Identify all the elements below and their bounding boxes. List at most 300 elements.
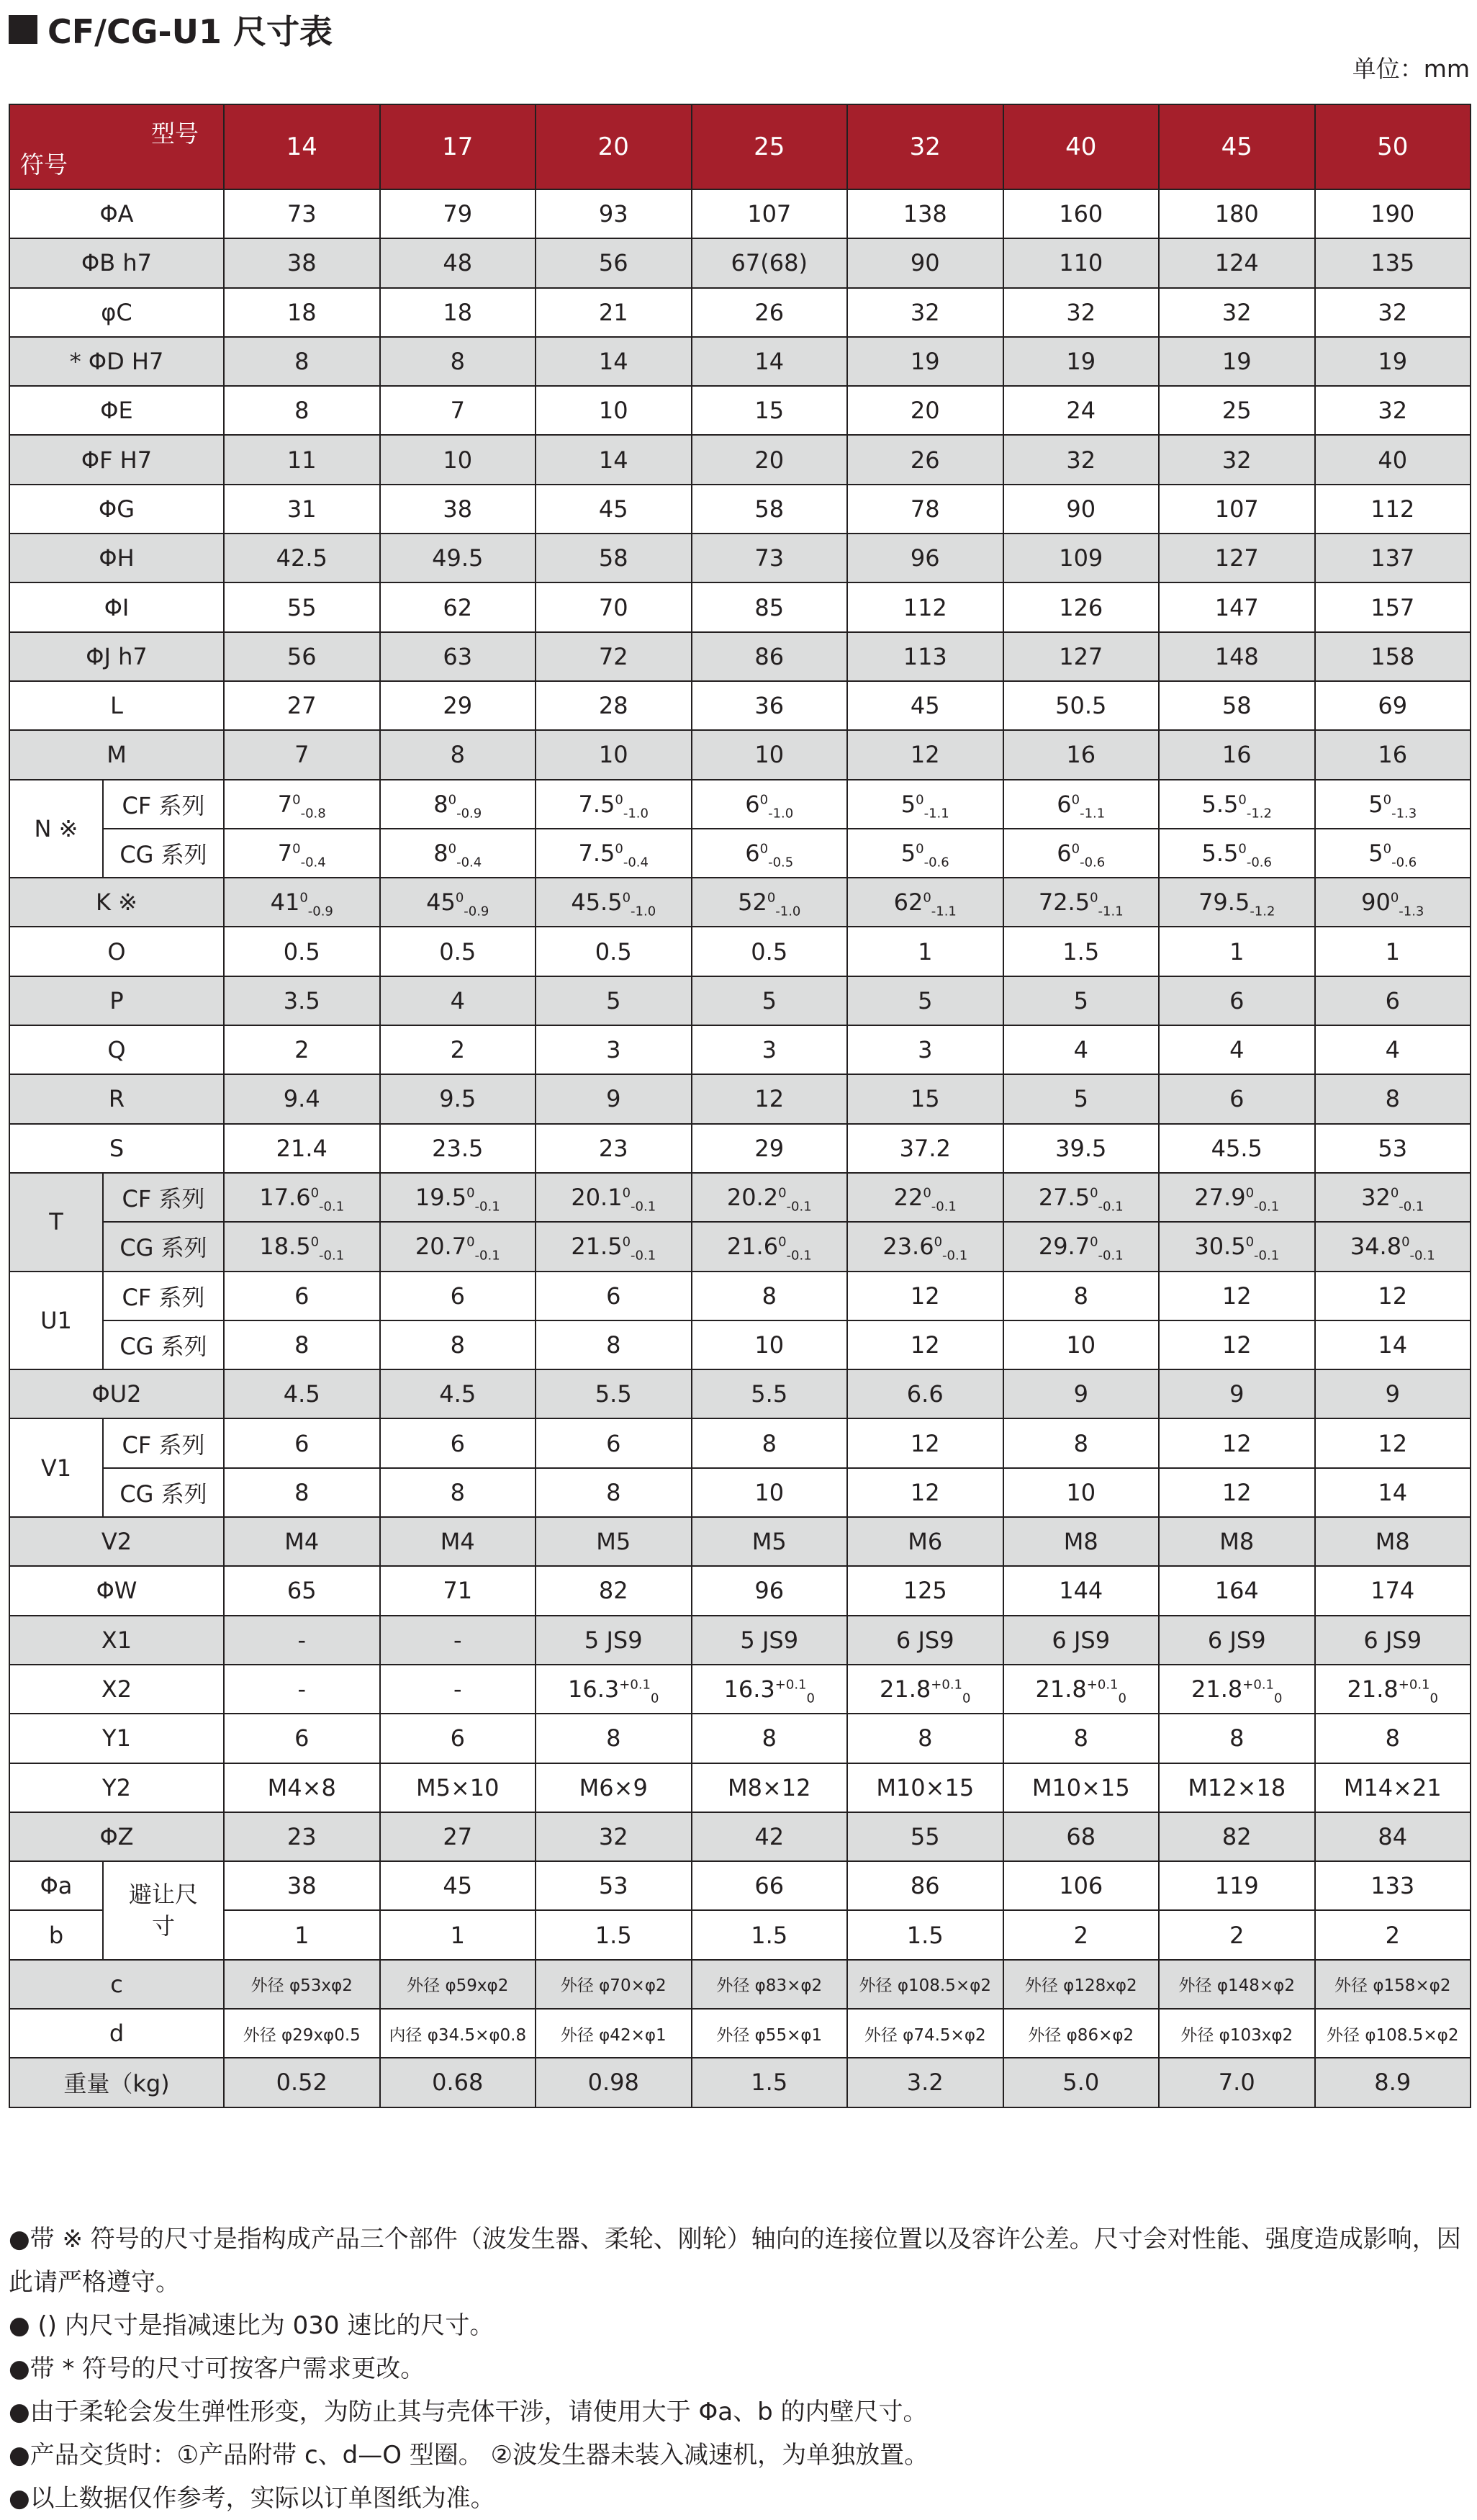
value-base: 27.9 xyxy=(1194,1184,1246,1212)
row-phib xyxy=(9,238,1471,287)
symbol-cell: R xyxy=(9,1074,224,1123)
symbol-cell: φC xyxy=(9,288,224,337)
value-cell: 49.5 xyxy=(380,534,536,582)
value-cell: - xyxy=(380,1665,536,1714)
value-base: 8 xyxy=(433,790,448,818)
value-cell: 0.5 xyxy=(224,927,380,976)
value-cell: M4×8 xyxy=(224,1763,380,1812)
value-cell: 8 xyxy=(1003,1714,1160,1763)
value-cell: 70 xyxy=(536,582,692,631)
value-cell: 55 xyxy=(847,1812,1003,1861)
symbol-cell: ΦF H7 xyxy=(9,435,224,484)
series-cell: CG 系列 xyxy=(103,1320,224,1369)
row-phia xyxy=(9,1861,1471,1910)
value-cell xyxy=(536,829,692,878)
row-n-cg xyxy=(9,829,1471,878)
value-cell xyxy=(1003,1222,1160,1271)
value-cell: 1 xyxy=(847,927,1003,976)
value-cell: 8 xyxy=(380,1320,536,1369)
value-cell: 3.5 xyxy=(224,976,380,1025)
value-cell: 127 xyxy=(1159,534,1315,582)
value-cell: 14 xyxy=(1315,1320,1471,1369)
value-cell: 73 xyxy=(224,189,380,238)
row-phiu2 xyxy=(9,1369,1471,1418)
symbol-cell: V1 xyxy=(9,1418,103,1517)
symbol-cell: U1 xyxy=(9,1272,103,1370)
value-cell: 7 xyxy=(224,730,380,779)
row-phiz xyxy=(9,1812,1471,1861)
value-cell: 6 xyxy=(224,1418,380,1467)
value-cell: 20 xyxy=(692,435,848,484)
value-cell: 6 xyxy=(1159,976,1315,1025)
value-cell: 40 xyxy=(1315,435,1471,484)
value-cell xyxy=(1315,1665,1471,1714)
value-cell xyxy=(536,878,692,927)
row-phiw xyxy=(9,1566,1471,1615)
value-cell: 3 xyxy=(847,1025,1003,1074)
row-v1-cf xyxy=(9,1418,1471,1467)
upper-tolerance: 0 xyxy=(923,890,931,906)
lower-tolerance: -0.8 xyxy=(300,806,326,822)
value-base: 45 xyxy=(426,888,456,917)
symbol-cell: K ※ xyxy=(9,878,224,927)
value-cell: 外径 φ86×φ2 xyxy=(1003,2009,1160,2058)
value-cell: 9 xyxy=(1315,1369,1471,1418)
upper-tolerance: 0 xyxy=(767,890,776,906)
value-cell: 45 xyxy=(380,1861,536,1910)
value-cell: 0.5 xyxy=(692,927,848,976)
value-cell xyxy=(1315,1173,1471,1222)
row-k xyxy=(9,878,1471,927)
value-cell: 29 xyxy=(380,681,536,730)
upper-tolerance: 0 xyxy=(778,1185,787,1201)
lower-tolerance: -1.3 xyxy=(1391,806,1417,822)
value-cell: 6 xyxy=(536,1272,692,1320)
value-cell: 10 xyxy=(692,730,848,779)
value-cell: 6.6 xyxy=(847,1369,1003,1418)
value-cell: 69 xyxy=(1315,681,1471,730)
value-base: 20.1 xyxy=(571,1184,623,1212)
symbol-cell: Y1 xyxy=(9,1714,224,1763)
value-cell: 8 xyxy=(692,1714,848,1763)
row-x1 xyxy=(9,1616,1471,1665)
upper-tolerance: 0 xyxy=(1390,890,1399,906)
value-base: 16.3 xyxy=(723,1675,775,1704)
value-cell: 5 xyxy=(536,976,692,1025)
value-cell xyxy=(536,780,692,829)
lower-tolerance: -1.1 xyxy=(923,806,949,822)
value-cell xyxy=(1159,829,1315,878)
value-cell: 32 xyxy=(536,1812,692,1861)
lower-tolerance: -1.2 xyxy=(1246,806,1272,822)
lower-tolerance: -0.1 xyxy=(786,1248,812,1264)
value-cell xyxy=(847,1173,1003,1222)
value-cell: 6 JS9 xyxy=(1159,1616,1315,1665)
value-cell: 8 xyxy=(1315,1714,1471,1763)
value-cell: 1.5 xyxy=(692,1910,848,1959)
upper-tolerance: 0 xyxy=(455,890,464,906)
lower-tolerance: -0.1 xyxy=(786,1199,812,1215)
value-cell: 2 xyxy=(380,1025,536,1074)
lower-tolerance: -0.1 xyxy=(1254,1248,1280,1264)
upper-tolerance: +0.1 xyxy=(1242,1677,1274,1693)
value-cell: 78 xyxy=(847,485,1003,534)
value-cell: 106 xyxy=(1003,1861,1160,1910)
row-b xyxy=(9,1910,1471,1959)
note: ●由于柔轮会发生弹性形变，为防止其与壳体干涉，请使用大于 Φa、b 的内壁尺寸。 xyxy=(9,2398,928,2426)
value-cell: 62 xyxy=(380,582,536,631)
lower-tolerance: -0.4 xyxy=(456,855,482,870)
value-cell: 6 JS9 xyxy=(847,1616,1003,1665)
row-d xyxy=(9,2009,1471,2058)
upper-tolerance: 0 xyxy=(759,841,769,857)
value-base: 19.5 xyxy=(415,1184,467,1212)
value-cell: 174 xyxy=(1315,1566,1471,1615)
value-cell: 14 xyxy=(536,435,692,484)
value-cell: 5.5 xyxy=(692,1369,848,1418)
value-cell: 67(68) xyxy=(692,238,848,287)
lower-tolerance: -1.0 xyxy=(631,904,656,919)
value-base: 21.8 xyxy=(1347,1675,1399,1704)
value-cell: 113 xyxy=(847,632,1003,681)
value-cell: 27 xyxy=(224,681,380,730)
value-cell: 109 xyxy=(1003,534,1160,582)
symbol-cell: V2 xyxy=(9,1517,224,1566)
value-cell: 160 xyxy=(1003,189,1160,238)
value-base: 7.5 xyxy=(578,840,615,867)
symbol-cell: ΦW xyxy=(9,1566,224,1615)
value-cell: 1.5 xyxy=(847,1910,1003,1959)
row-n-cf xyxy=(9,780,1471,829)
value-base: 32 xyxy=(1361,1184,1391,1212)
lower-tolerance: -1.1 xyxy=(1080,806,1106,822)
value-cell: 9.4 xyxy=(224,1074,380,1123)
size-header: 50 xyxy=(1315,104,1471,189)
value-cell: 19 xyxy=(1315,337,1471,386)
value-cell: 外径 φ158×φ2 xyxy=(1315,1960,1471,2009)
value-cell: 32 xyxy=(1003,288,1160,337)
lower-tolerance: -1.0 xyxy=(768,806,794,822)
value-cell: 8 xyxy=(536,1320,692,1369)
value-base: 5.5 xyxy=(1201,790,1239,818)
value-cell: 36 xyxy=(692,681,848,730)
value-base: 6 xyxy=(745,840,760,867)
value-cell: 144 xyxy=(1003,1566,1160,1615)
value-cell xyxy=(692,1665,848,1714)
note: ●以上数据仅作参考，实际以订单图纸为准。 xyxy=(9,2484,495,2513)
symbol-cell: Φa xyxy=(9,1861,103,1910)
value-base: 7 xyxy=(277,790,293,818)
value-cell xyxy=(1003,829,1160,878)
value-cell: 0.68 xyxy=(380,2058,536,2107)
lower-tolerance: -0.1 xyxy=(319,1248,345,1264)
symbol-cell: ΦE xyxy=(9,386,224,435)
value-cell: 148 xyxy=(1159,632,1315,681)
value-cell: 0.5 xyxy=(380,927,536,976)
symbol-cell: X1 xyxy=(9,1616,224,1665)
upper-tolerance: 0 xyxy=(934,1234,943,1250)
value-cell xyxy=(692,829,848,878)
symbol-cell: O xyxy=(9,927,224,976)
value-cell: 50.5 xyxy=(1003,681,1160,730)
value-base: 6 xyxy=(745,790,760,818)
series-cell: CF 系列 xyxy=(103,1173,224,1222)
value-cell: 31 xyxy=(224,485,380,534)
value-base: 29.7 xyxy=(1038,1233,1090,1261)
symbol-cell: L xyxy=(9,681,224,730)
lower-tolerance: -0.6 xyxy=(923,855,949,870)
symbol-cell: ΦG xyxy=(9,485,224,534)
row-y1 xyxy=(9,1714,1471,1763)
value-cell xyxy=(847,1222,1003,1271)
value-cell: 38 xyxy=(380,485,536,534)
value-cell: 48 xyxy=(380,238,536,287)
row-phid xyxy=(9,337,1471,386)
value-cell: 96 xyxy=(847,534,1003,582)
value-cell: 29 xyxy=(692,1124,848,1173)
value-cell xyxy=(847,1665,1003,1714)
value-cell: 93 xyxy=(536,189,692,238)
value-cell: 2 xyxy=(1003,1910,1160,1959)
value-cell: 6 xyxy=(380,1714,536,1763)
row-weight xyxy=(9,2058,1471,2107)
value-cell: M4 xyxy=(224,1517,380,1566)
upper-tolerance: +0.1 xyxy=(1398,1677,1430,1693)
symbol-label: 符号 xyxy=(20,150,68,179)
size-header: 25 xyxy=(692,104,848,189)
value-cell: 86 xyxy=(692,632,848,681)
symbol-cell: ΦJ h7 xyxy=(9,632,224,681)
row-t-cf xyxy=(9,1173,1471,1222)
value-cell xyxy=(1315,1222,1471,1271)
lower-tolerance: -0.1 xyxy=(1098,1248,1124,1264)
upper-tolerance: 0 xyxy=(1090,1185,1098,1201)
value-cell xyxy=(1315,829,1471,878)
value-cell: 53 xyxy=(1315,1124,1471,1173)
value-base: 5 xyxy=(900,790,916,818)
row-phij xyxy=(9,632,1471,681)
value-base: 90 xyxy=(1361,888,1391,917)
value-cell: 58 xyxy=(692,485,848,534)
value-cell: M6×9 xyxy=(536,1763,692,1812)
value-cell: 3 xyxy=(536,1025,692,1074)
series-cell: CF 系列 xyxy=(103,1272,224,1320)
upper-tolerance: 0 xyxy=(615,792,623,808)
value-cell: 外径 φ128xφ2 xyxy=(1003,1960,1160,2009)
unit-label: 单位：mm xyxy=(1352,55,1470,83)
lower-tolerance: -0.1 xyxy=(942,1248,968,1264)
value-cell: 24 xyxy=(1003,386,1160,435)
row-y2 xyxy=(9,1763,1471,1812)
row-o xyxy=(9,927,1471,976)
value-cell: - xyxy=(224,1616,380,1665)
value-cell xyxy=(1003,1665,1160,1714)
value-cell: 26 xyxy=(847,435,1003,484)
value-base: 7.5 xyxy=(578,790,615,818)
value-cell: 90 xyxy=(1003,485,1160,534)
value-cell: 1 xyxy=(1315,927,1471,976)
upper-tolerance: 0 xyxy=(778,1234,787,1250)
lower-tolerance: -0.9 xyxy=(307,904,333,919)
lower-tolerance: -0.1 xyxy=(1399,1199,1424,1215)
series-cell: CG 系列 xyxy=(103,1468,224,1517)
value-cell: 4 xyxy=(1315,1025,1471,1074)
value-cell: 6 JS9 xyxy=(1315,1616,1471,1665)
value-base: 20.2 xyxy=(726,1184,779,1212)
value-cell: 4.5 xyxy=(380,1369,536,1418)
value-cell: 56 xyxy=(224,632,380,681)
value-cell: 1 xyxy=(224,1910,380,1959)
upper-tolerance: 0 xyxy=(1238,792,1247,808)
series-cell: CG 系列 xyxy=(103,829,224,878)
value-cell: 9 xyxy=(1159,1369,1315,1418)
upper-tolerance: 0 xyxy=(1090,1234,1098,1250)
value-cell xyxy=(1003,1173,1160,1222)
value-cell: 32 xyxy=(1315,386,1471,435)
value-base: 6 xyxy=(1057,790,1072,818)
value-base: 21.8 xyxy=(880,1675,931,1704)
upper-tolerance: 0 xyxy=(622,1234,631,1250)
value-cell: 138 xyxy=(847,189,1003,238)
upper-tolerance: 0 xyxy=(466,1234,475,1250)
row-u1-cf xyxy=(9,1272,1471,1320)
value-cell: 16 xyxy=(1159,730,1315,779)
value-cell: 42 xyxy=(692,1812,848,1861)
lower-tolerance: 0 xyxy=(651,1691,659,1706)
symbol-cell: 重量（kg) xyxy=(9,2058,224,2107)
row-phif xyxy=(9,435,1471,484)
note: ●产品交货时：①产品附带 c、d—O 型圈。 ②波发生器未装入减速机，为单独放置。 xyxy=(9,2441,929,2470)
value-cell xyxy=(1315,878,1471,927)
value-cell xyxy=(380,829,536,878)
upper-tolerance: 0 xyxy=(1238,841,1247,857)
upper-tolerance: 0 xyxy=(1090,890,1098,906)
value-cell: 0.5 xyxy=(536,927,692,976)
row-p xyxy=(9,976,1471,1025)
value-cell xyxy=(1159,1222,1315,1271)
value-cell: M8 xyxy=(1003,1517,1160,1566)
value-cell: 外径 φ108.5×φ2 xyxy=(847,1960,1003,2009)
value-cell: 5 xyxy=(1003,976,1160,1025)
upper-tolerance: +0.1 xyxy=(1086,1677,1119,1693)
value-cell: 26 xyxy=(692,288,848,337)
value-base: 45.5 xyxy=(571,888,623,917)
value-cell: 53 xyxy=(536,1861,692,1910)
upper-tolerance: 0 xyxy=(916,841,924,857)
value-cell: 0.52 xyxy=(224,2058,380,2107)
value-cell: 外径 φ108.5×φ2 xyxy=(1315,2009,1471,2058)
value-cell: 8 xyxy=(1159,1714,1315,1763)
value-base: 8 xyxy=(433,840,448,867)
value-base: 7 xyxy=(277,840,293,867)
value-cell: 9 xyxy=(536,1074,692,1123)
value-cell: 3 xyxy=(692,1025,848,1074)
value-base: 21.8 xyxy=(1191,1675,1243,1704)
value-cell: 8 xyxy=(380,730,536,779)
title-block xyxy=(9,7,333,52)
value-base: 17.6 xyxy=(259,1184,311,1212)
symbol-cell: d xyxy=(9,2009,224,2058)
value-cell: 72 xyxy=(536,632,692,681)
value-cell: 12 xyxy=(847,1418,1003,1467)
value-cell: 12 xyxy=(847,730,1003,779)
value-cell: 158 xyxy=(1315,632,1471,681)
value-cell: 19 xyxy=(1003,337,1160,386)
value-cell: 107 xyxy=(692,189,848,238)
value-cell: 5.0 xyxy=(1003,2058,1160,2107)
value-cell: 6 xyxy=(536,1418,692,1467)
value-cell: 8 xyxy=(536,1714,692,1763)
value-cell: 6 xyxy=(1315,976,1471,1025)
value-cell xyxy=(224,1222,380,1271)
value-cell: 38 xyxy=(224,1861,380,1910)
value-cell: 32 xyxy=(1003,435,1160,484)
value-base: 72.5 xyxy=(1038,888,1090,917)
upper-tolerance: 0 xyxy=(466,1185,475,1201)
page-title: CF/CG-U1 尺寸表 xyxy=(48,12,333,51)
value-cell: 1.5 xyxy=(1003,927,1160,976)
note: ● () 内尺寸是指减速比为 030 速比的尺寸。 xyxy=(9,2311,494,2340)
note: ●带 * 符号的尺寸可按客户需求更改。 xyxy=(9,2354,425,2383)
value-cell: M4 xyxy=(380,1517,536,1566)
symbol-cell: ΦH xyxy=(9,534,224,582)
value-cell: - xyxy=(224,1665,380,1714)
lower-tolerance: -1.1 xyxy=(931,904,957,919)
value-cell: 107 xyxy=(1159,485,1315,534)
lower-tolerance: -0.4 xyxy=(300,855,326,870)
value-cell: 42.5 xyxy=(224,534,380,582)
value-base: 5 xyxy=(900,840,916,867)
value-cell xyxy=(536,1222,692,1271)
row-r xyxy=(9,1074,1471,1123)
lower-tolerance: 0 xyxy=(962,1691,971,1706)
lower-tolerance: 0 xyxy=(1429,1691,1438,1706)
value-cell xyxy=(380,1173,536,1222)
value-cell: 4 xyxy=(1003,1025,1160,1074)
value-cell: 73 xyxy=(692,534,848,582)
value-cell: 5 xyxy=(1003,1074,1160,1123)
value-cell: 外径 φ103xφ2 xyxy=(1159,2009,1315,2058)
upper-tolerance: 0 xyxy=(1071,841,1080,857)
value-cell: 3.2 xyxy=(847,2058,1003,2107)
value-cell: 7 xyxy=(380,386,536,435)
value-cell: 55 xyxy=(224,582,380,631)
value-cell xyxy=(1315,780,1471,829)
value-cell: 11 xyxy=(224,435,380,484)
value-cell: M10×15 xyxy=(847,1763,1003,1812)
value-cell: 20 xyxy=(847,386,1003,435)
value-cell: 4.5 xyxy=(224,1369,380,1418)
value-cell: 7.0 xyxy=(1159,2058,1315,2107)
lower-tolerance: -0.1 xyxy=(1254,1199,1280,1215)
value-cell: 32 xyxy=(1159,435,1315,484)
lower-tolerance: -0.1 xyxy=(1098,1199,1124,1215)
value-cell: 5 xyxy=(847,976,1003,1025)
value-cell xyxy=(847,780,1003,829)
value-cell: 外径 φ83×φ2 xyxy=(692,1960,848,2009)
lower-tolerance: -0.1 xyxy=(631,1199,656,1215)
series-cell: CG 系列 xyxy=(103,1222,224,1271)
value-cell: 外径 φ59xφ2 xyxy=(380,1960,536,2009)
value-cell: M12×18 xyxy=(1159,1763,1315,1812)
upper-tolerance: 0 xyxy=(292,792,301,808)
value-base: 34.8 xyxy=(1350,1233,1402,1261)
value-cell: 5.5 xyxy=(536,1369,692,1418)
symbol-cell: M xyxy=(9,730,224,779)
upper-tolerance: 0 xyxy=(622,890,631,906)
size-header: 32 xyxy=(847,104,1003,189)
row-v1-cg xyxy=(9,1468,1471,1517)
